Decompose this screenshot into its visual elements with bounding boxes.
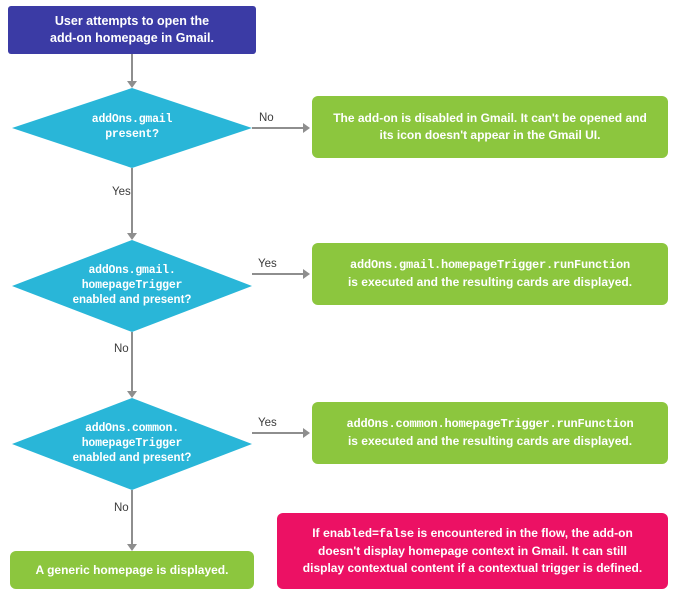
- start-node-line2: add-on homepage in Gmail.: [50, 31, 214, 45]
- result-node-1-line1: The add-on is disabled in Gmail. It can't be opened and: [333, 111, 647, 126]
- decision-1-code: addOns.gmail: [91, 113, 173, 127]
- decision-3-code-line1: addOns.common.: [85, 421, 179, 435]
- connector-decision3-no: [131, 490, 133, 545]
- decision-3-shape: [12, 398, 252, 490]
- result-node-3-line2: is executed and the resulting cards are displayed.: [347, 434, 633, 448]
- note-line1-code: enabled=false: [322, 527, 414, 542]
- arrow-decision2-yes: [303, 269, 310, 279]
- decision-node-2: [12, 240, 252, 332]
- arrow-decision1-yes: [127, 233, 137, 240]
- result-node-4-line1: A generic homepage is displayed.: [35, 562, 229, 577]
- decision-3-text: enabled and present?: [72, 452, 192, 465]
- connector-decision3-yes: [252, 432, 304, 434]
- edge-label-decision2-no: No: [114, 343, 129, 355]
- connector-start-to-decision1: [131, 54, 133, 82]
- result-node-3: [312, 402, 668, 464]
- arrow-decision1-no: [303, 123, 310, 133]
- connector-decision1-yes: [131, 168, 133, 234]
- arrow-start-to-decision1: [127, 81, 137, 88]
- arrow-decision3-no: [127, 544, 137, 551]
- decision-node-1: [12, 88, 252, 168]
- note-line1-pre: If: [312, 526, 323, 541]
- note-line3: display contextual content if a contextual trigger is defined.: [302, 560, 643, 575]
- connector-decision1-no: [252, 127, 304, 129]
- edge-label-decision3-yes: Yes: [258, 417, 277, 429]
- note-line2: doesn't display homepage context in Gmail. It can still: [318, 544, 627, 559]
- start-node: [8, 6, 256, 54]
- result-node-1-line2: its icon doesn't appear in the Gmail UI.: [379, 128, 601, 142]
- connector-decision2-yes: [252, 273, 304, 275]
- decision-2-shape: [12, 240, 252, 332]
- note-line1: [312, 525, 633, 543]
- edge-label-decision3-no: No: [114, 502, 129, 514]
- result-node-2-code: addOns.gmail.homepageTrigger.runFunction: [349, 258, 631, 273]
- decision-2-code-line1: addOns.gmail.: [88, 263, 176, 277]
- decision-2-text: enabled and present?: [72, 294, 192, 307]
- decision-2-code-line2: homepageTrigger: [81, 278, 183, 292]
- connector-decision2-no: [131, 332, 133, 392]
- result-node-1: [312, 96, 668, 158]
- edge-label-decision1-no: No: [259, 112, 274, 124]
- edge-label-decision2-yes: Yes: [258, 258, 277, 270]
- arrow-decision3-yes: [303, 428, 310, 438]
- note-line1-post: is encountered in the flow, the add-on: [413, 526, 633, 541]
- result-node-2: [312, 243, 668, 305]
- result-node-2-line2: is executed and the resulting cards are displayed.: [347, 275, 633, 289]
- decision-node-3: [12, 398, 252, 490]
- decision-1-shape: [12, 88, 252, 168]
- result-node-4: [10, 551, 254, 589]
- decision-3-code-line2: homepageTrigger: [81, 436, 183, 450]
- edge-label-decision1-yes: Yes: [112, 186, 131, 198]
- arrow-decision2-no: [127, 391, 137, 398]
- start-node-line1: User attempts to open the: [54, 14, 210, 29]
- note-node: [277, 513, 668, 589]
- result-node-3-code: addOns.common.homepageTrigger.runFunction: [346, 417, 634, 432]
- decision-1-text: present?: [105, 128, 159, 141]
